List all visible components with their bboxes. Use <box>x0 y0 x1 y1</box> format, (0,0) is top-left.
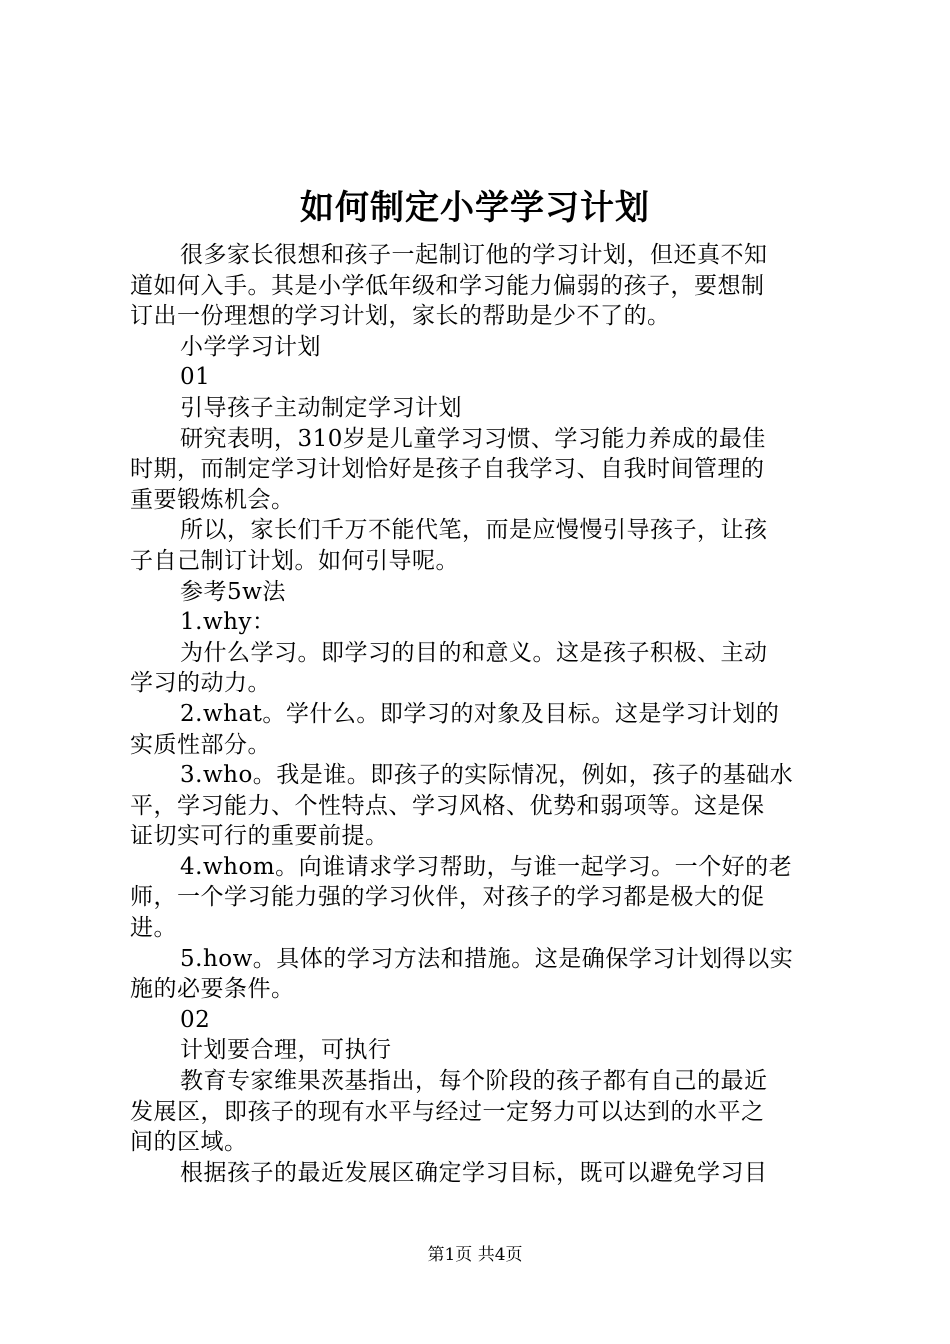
paragraph-line: 订出一份理想的学习计划，家长的帮助是少不了的。 <box>130 303 671 330</box>
section-heading: 计划要合理，可执行 <box>180 1037 392 1064</box>
section-heading: 参考5w法 <box>180 578 286 605</box>
list-item: 5.how。具体的学习方法和措施。这是确保学习计划得以实 <box>180 945 794 972</box>
paragraph-line: 平，学习能力、个性特点、学习风格、优势和弱项等。这是保 <box>130 792 765 819</box>
paragraph-line: 研究表明，310岁是儿童学习习惯、学习能力养成的最佳 <box>180 425 766 452</box>
paragraph-line: 时期，而制定学习计划恰好是孩子自我学习、自我时间管理的 <box>130 456 765 483</box>
section-number: 02 <box>180 1006 211 1033</box>
paragraph-line: 根据孩子的最近发展区确定学习目标，既可以避免学习目 <box>180 1159 768 1186</box>
document-title: 如何制定小学学习计划 <box>300 188 650 228</box>
paragraph-line: 证切实可行的重要前提。 <box>130 823 389 850</box>
list-item-label: 1.why： <box>180 609 276 636</box>
paragraph-line: 教育专家维果茨基指出，每个阶段的孩子都有自己的最近 <box>180 1068 768 1095</box>
paragraph-line: 为什么学习。即学习的目的和意义。这是孩子积极、主动 <box>180 639 768 666</box>
paragraph-line: 道如何入手。其是小学低年级和学习能力偏弱的孩子，要想制 <box>130 272 765 299</box>
list-item: 4.whom。向谁请求学习帮助，与谁一起学习。一个好的老 <box>180 853 793 880</box>
document-body <box>130 240 830 1188</box>
paragraph-line: 学习的动力。 <box>130 670 271 697</box>
paragraph-line: 子自己制订计划。如何引导呢。 <box>130 547 459 574</box>
paragraph-line: 间的区域。 <box>130 1129 248 1156</box>
page-footer: 第1页 共4页 <box>427 1245 523 1265</box>
paragraph-line: 进。 <box>130 915 177 942</box>
paragraph-line: 施的必要条件。 <box>130 976 295 1003</box>
section-heading: 小学学习计划 <box>180 333 321 360</box>
paragraph-line: 师，一个学习能力强的学习伙伴，对孩子的学习都是极大的促 <box>130 884 765 911</box>
list-item: 3.who。我是谁。即孩子的实际情况，例如，孩子的基础水 <box>180 762 794 789</box>
paragraph-line: 实质性部分。 <box>130 731 271 758</box>
paragraph-line: 所以，家长们千万不能代笔，而是应慢慢引导孩子，让孩 <box>180 517 768 544</box>
paragraph-line: 重要锻炼机会。 <box>130 486 295 513</box>
section-heading: 引导孩子主动制定学习计划 <box>180 394 462 421</box>
list-item: 2.what。学什么。即学习的对象及目标。这是学习计划的 <box>180 700 780 727</box>
paragraph-line: 发展区，即孩子的现有水平与经过一定努力可以达到的水平之 <box>130 1098 765 1125</box>
section-number: 01 <box>180 364 211 391</box>
paragraph-line: 很多家长很想和孩子一起制订他的学习计划，但还真不知 <box>180 242 768 268</box>
